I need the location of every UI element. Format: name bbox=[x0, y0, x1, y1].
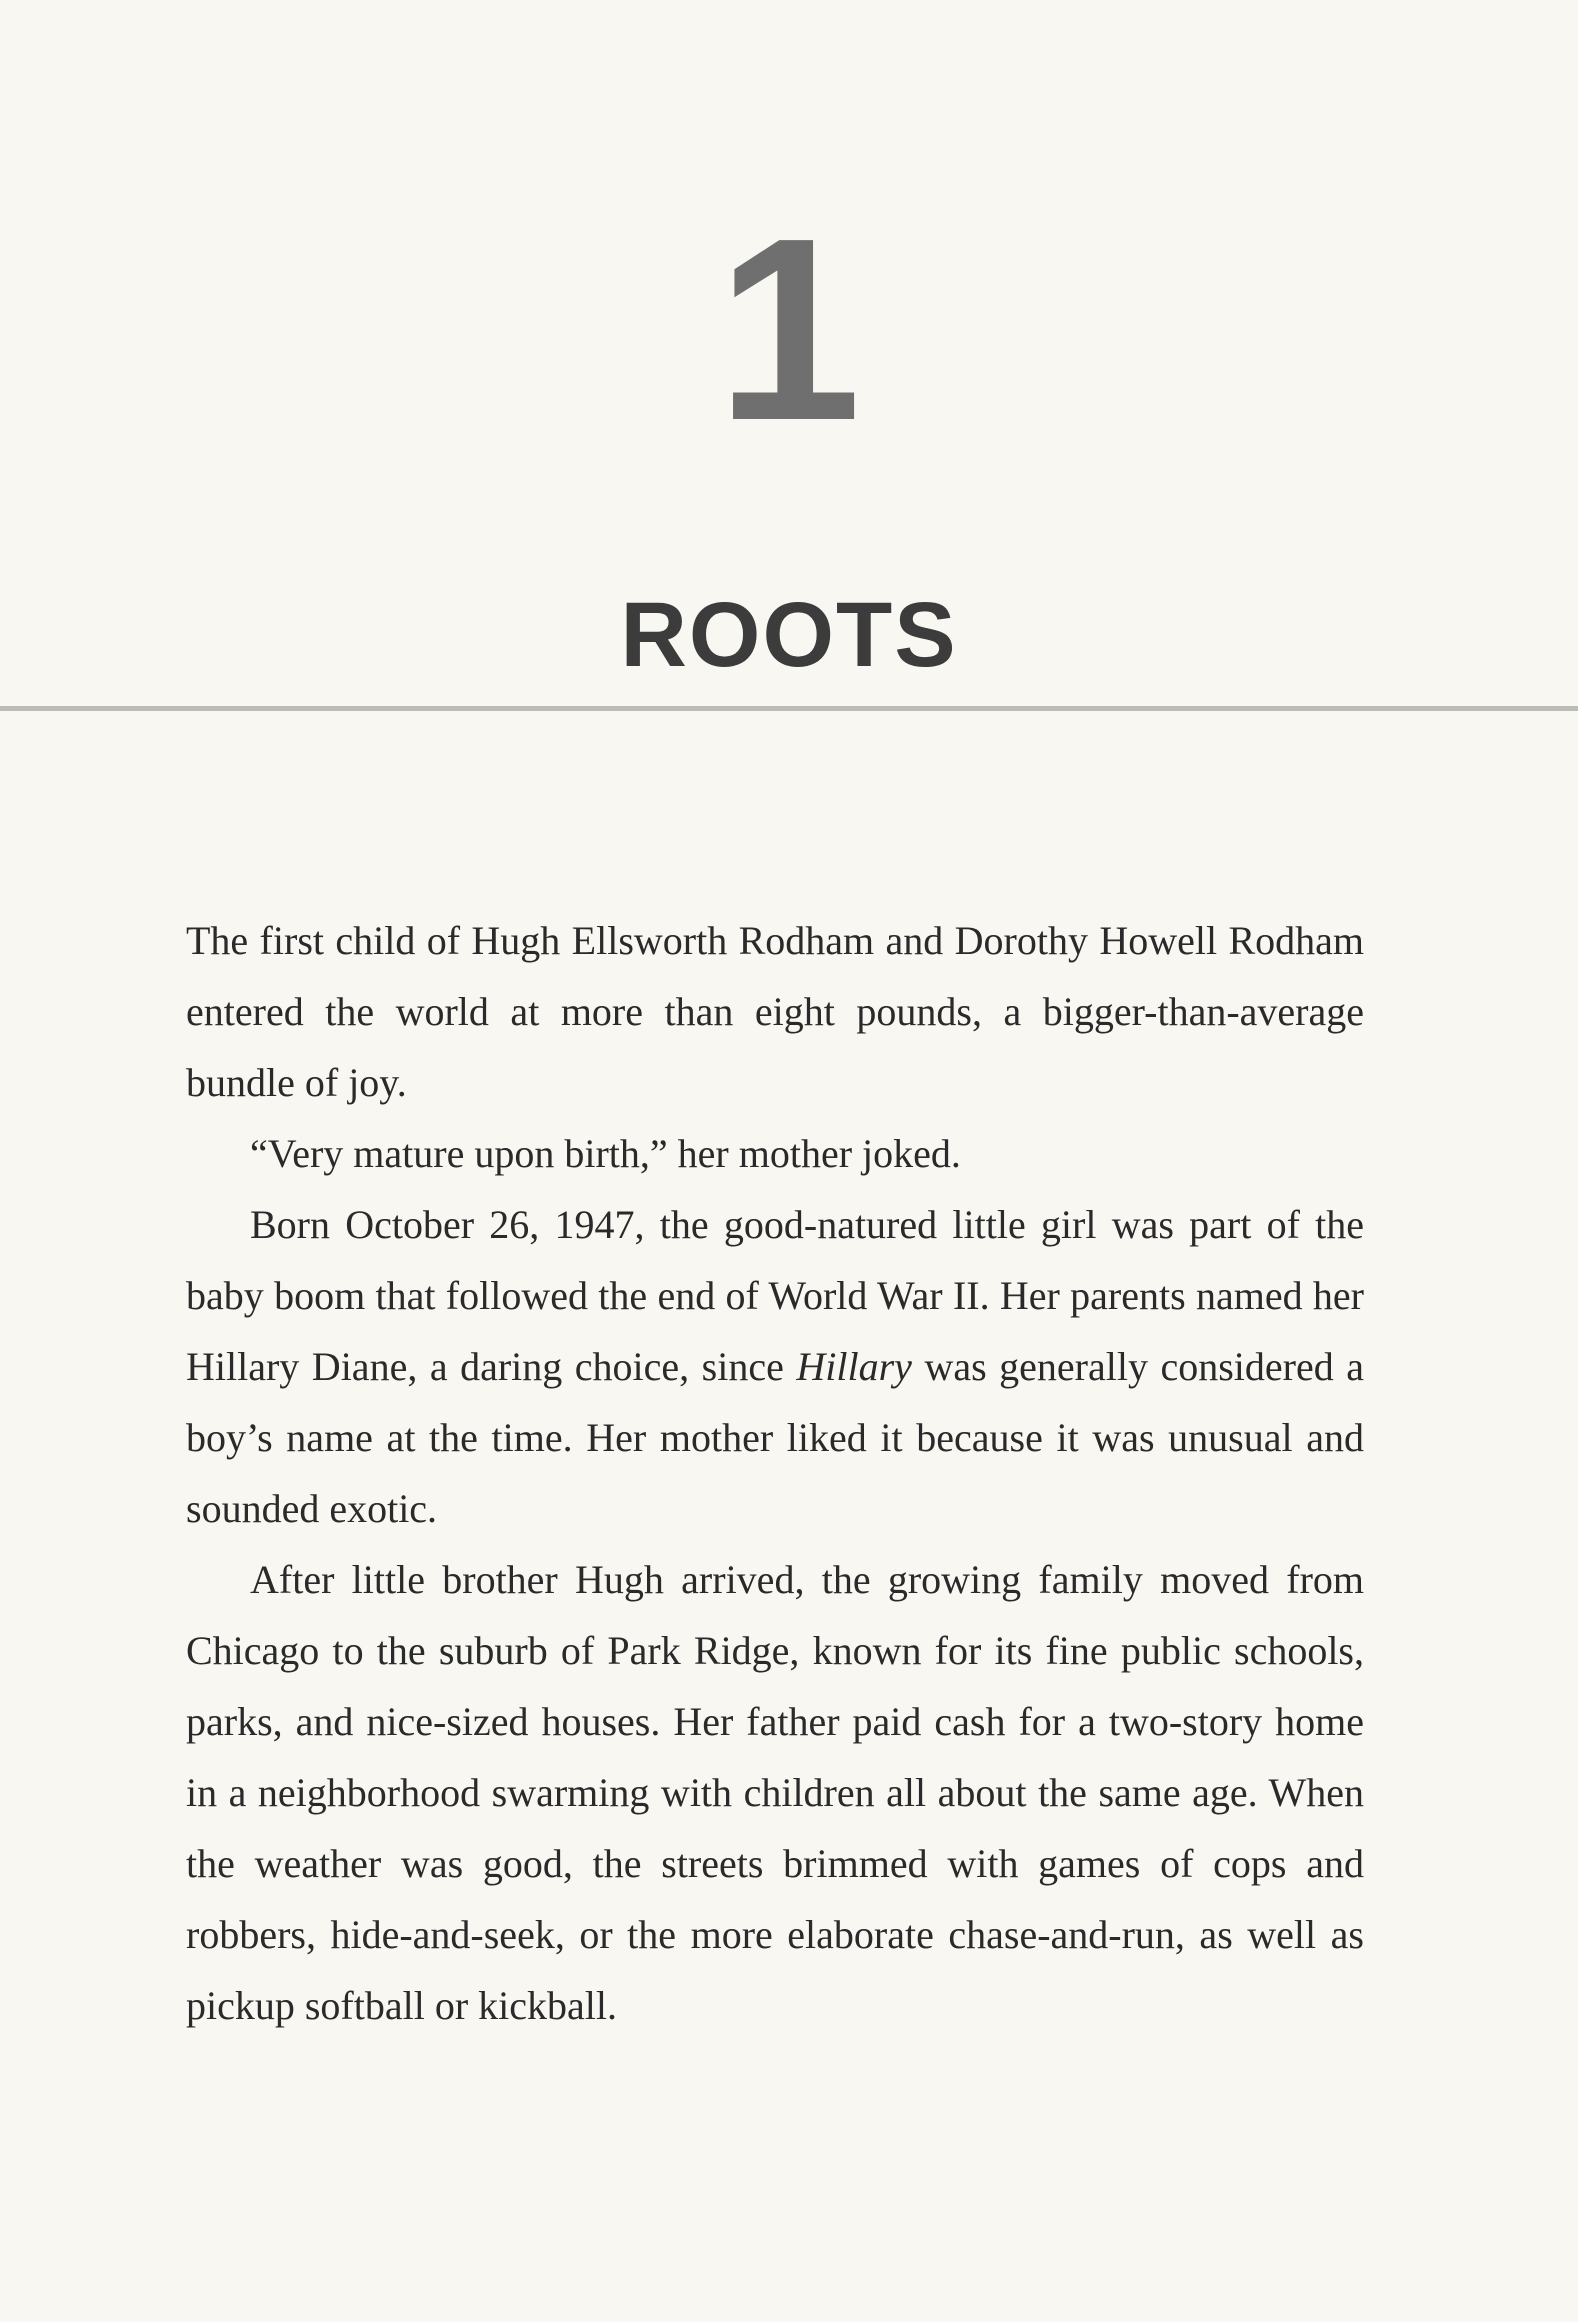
chapter-body bbox=[186, 905, 1364, 2041]
paragraph-1: The first child of Hugh Ellsworth Rodham and Dorothy Howell Rodham entered the world at more than eight pounds, a bigger-than-average bundle of joy. bbox=[186, 918, 1364, 1105]
title-divider bbox=[0, 706, 1578, 711]
chapter-number: 1 bbox=[716, 185, 862, 475]
paragraph-3-part-2: was generally considered a boy’s name at the time. Her mother liked it because it was unusual and sounded exotic. bbox=[186, 1344, 1365, 1531]
paragraph-2: “Very mature upon birth,” her mother joked. bbox=[250, 1131, 961, 1176]
paragraph-3 bbox=[186, 1189, 1364, 1544]
paragraph-4: After little brother Hugh arrived, the growing family moved from Chicago to the suburb of Park Ridge, known for its fine public schools, parks, and nice-sized houses. Her father paid cash for a two-story home in a neighborhood swarming with children all about the same age. When the weather was good, the streets brimmed with games of cops and robbers, hide-and-seek, or the more elaborate chase-and-run, as well as pickup softball or kickball. bbox=[186, 1557, 1364, 2028]
chapter-title: ROOTS bbox=[620, 584, 958, 686]
emphasized-name: Hillary bbox=[796, 1344, 912, 1389]
paragraph-3-part-1: Born October 26, 1947, the good-natured little girl was part of the baby boom that followed the end of World War II. Her parents named her Hillary Diane, a daring choice, since bbox=[186, 1202, 1364, 1389]
